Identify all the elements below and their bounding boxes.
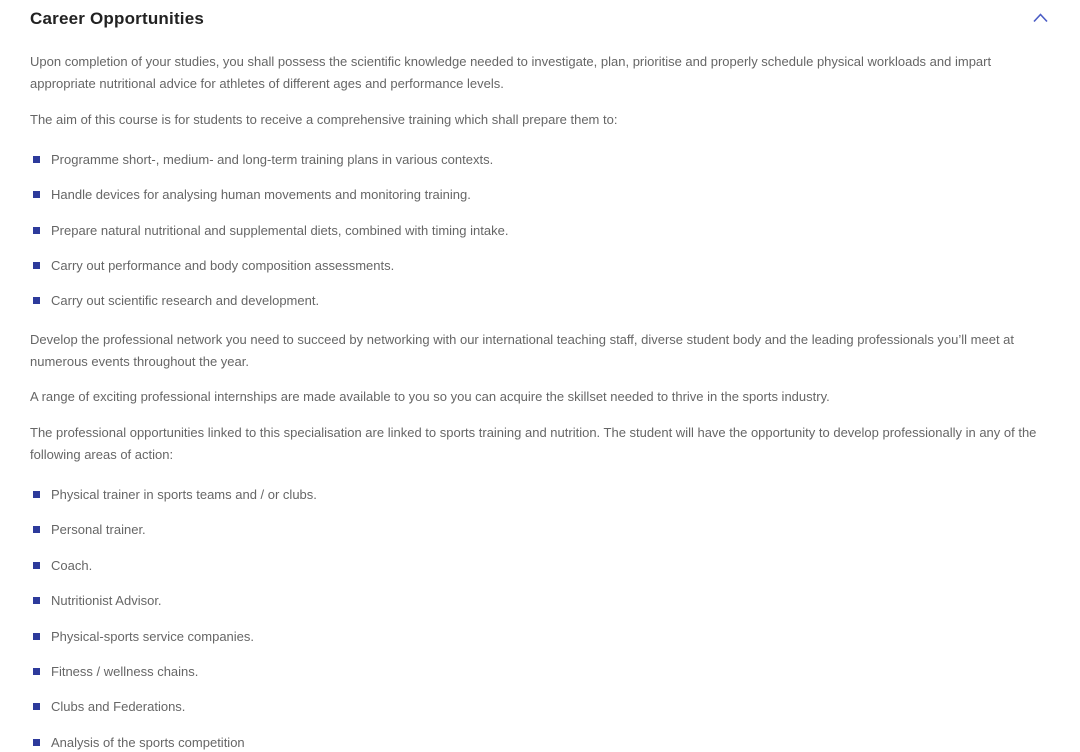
list-item bbox=[30, 152, 1050, 169]
square-bullet-icon bbox=[33, 227, 40, 234]
paragraph-network: Develop the professional network you need to succeed by networking with our international teaching staff, diverse student body and the leading professionals you’ll meet at numerous events throughout the year. bbox=[30, 331, 1015, 369]
square-bullet-icon bbox=[33, 191, 40, 198]
collapse-section-button[interactable] bbox=[1031, 10, 1050, 26]
list-item-label: Handle devices for analysing human movements and monitoring training. bbox=[51, 187, 471, 203]
list-item-label: Physical-sports service companies. bbox=[51, 628, 255, 644]
paragraph-course-aim: The aim of this course is for students to receive a comprehensive training which shall prepare them to: bbox=[30, 112, 618, 128]
list-item bbox=[30, 487, 1050, 504]
chevron-up-icon bbox=[1031, 10, 1050, 26]
section-header bbox=[30, 9, 1050, 29]
square-bullet-icon bbox=[33, 562, 40, 569]
list-item-label: Coach. bbox=[51, 557, 93, 573]
list-item-label: Clubs and Federations. bbox=[51, 699, 186, 715]
list-item-label: Carry out performance and body composition assessments. bbox=[51, 258, 395, 274]
list-item-label: Analysis of the sports competition bbox=[51, 734, 245, 750]
square-bullet-icon bbox=[33, 262, 40, 269]
list-item bbox=[30, 187, 1050, 204]
square-bullet-icon bbox=[33, 597, 40, 604]
list-item bbox=[30, 558, 1050, 575]
list-item-label: Physical trainer in sports teams and / or clubs. bbox=[51, 486, 317, 502]
square-bullet-icon bbox=[33, 668, 40, 675]
list-item bbox=[30, 223, 1050, 240]
square-bullet-icon bbox=[33, 633, 40, 640]
square-bullet-icon bbox=[33, 491, 40, 498]
list-item bbox=[30, 664, 1050, 681]
list-item-label: Prepare natural nutritional and supplemental diets, combined with timing intake. bbox=[51, 222, 509, 238]
list-item bbox=[30, 699, 1050, 716]
square-bullet-icon bbox=[33, 526, 40, 533]
list-item-label: Nutritionist Advisor. bbox=[51, 593, 162, 609]
list-item-label: Fitness / wellness chains. bbox=[51, 663, 199, 679]
list-item bbox=[30, 258, 1050, 275]
paragraph-completion: Upon completion of your studies, you shall possess the scientific knowledge needed to investigate, plan, prioritise and properly schedule physical workloads and impart appropriate nutritional advice for athletes of different ages and performance levels. bbox=[30, 54, 992, 92]
list-item-label: Personal trainer. bbox=[51, 522, 146, 538]
list-item bbox=[30, 293, 1050, 310]
square-bullet-icon bbox=[33, 156, 40, 163]
list-item bbox=[30, 593, 1050, 610]
paragraph-professional-opportunities: The professional opportunities linked to this specialisation are linked to sports training and nutrition. The student will have the opportunity to develop professionally in any of the following areas of action: bbox=[30, 425, 1037, 463]
list-item bbox=[30, 629, 1050, 646]
list-item bbox=[30, 522, 1050, 539]
square-bullet-icon bbox=[33, 739, 40, 746]
training-outcomes-list bbox=[30, 152, 1050, 310]
list-item-label: Programme short-, medium- and long-term training plans in various contexts. bbox=[51, 151, 494, 167]
page-title: Career Opportunities bbox=[30, 9, 205, 28]
square-bullet-icon bbox=[33, 703, 40, 710]
square-bullet-icon bbox=[33, 297, 40, 304]
list-item bbox=[30, 735, 1050, 752]
career-areas-list bbox=[30, 487, 1050, 752]
paragraph-internships: A range of exciting professional internships are made available to you so you can acquire the skillset needed to thrive in the sports industry. bbox=[30, 389, 830, 405]
list-item-label: Carry out scientific research and development. bbox=[51, 293, 320, 309]
